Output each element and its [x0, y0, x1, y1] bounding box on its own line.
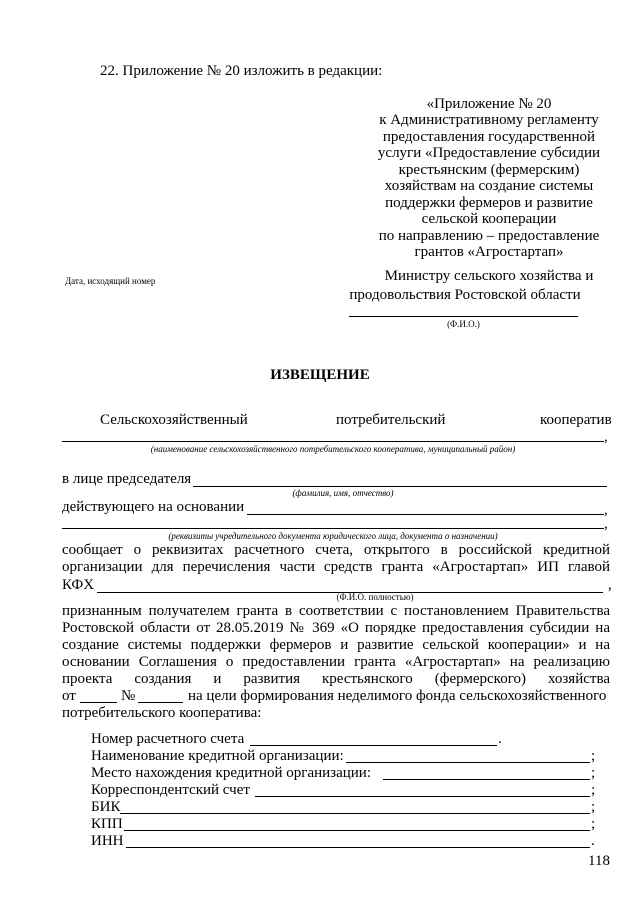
header-line: хозяйствам на создание системы — [384, 178, 594, 194]
para-line: Ростовской области от 28.05.2019 № 369 «О порядке предоставления субсидии на — [62, 620, 610, 636]
comma: , — [604, 429, 608, 445]
header-line: крестьянским (фермерским) — [398, 162, 580, 178]
page-number: 118 — [588, 853, 610, 869]
field-label: ИНН — [91, 833, 124, 849]
coop-name-line[interactable] — [62, 441, 604, 442]
number-field-line[interactable] — [138, 702, 183, 703]
coop-word: потребительский — [336, 412, 446, 428]
fio-caption: (Ф.И.О.) — [447, 319, 480, 329]
header-line: услуги «Предоставление субсидии — [377, 145, 601, 161]
field-label: БИК — [91, 799, 121, 815]
basis-label: действующего на основании — [62, 499, 245, 515]
chair-caption: (фамилия, имя, отчество) — [292, 488, 394, 498]
chair-label: в лице председателя — [62, 471, 192, 487]
field-end: ; — [591, 765, 596, 781]
field-end: ; — [591, 799, 596, 815]
field-end: ; — [591, 782, 596, 798]
comma: , — [604, 502, 608, 518]
field-end: ; — [591, 816, 596, 832]
para-line: признанным получателем гранта в соответствии с постановлением Правительства — [62, 603, 610, 619]
header-line: «Приложение № 20 — [426, 96, 552, 112]
field-label: Место нахождения кредитной организации: — [91, 765, 371, 781]
coop-word: Сельскохозяйственный — [100, 412, 248, 428]
kfh-label: КФХ — [62, 577, 95, 593]
inn-line[interactable] — [126, 847, 590, 848]
header-line: предоставления государственной — [382, 129, 596, 145]
para-line: основании Соглашения о предоставлении гранта «Агростартап» на реализацию — [62, 654, 610, 670]
header-line: грантов «Агростартап» — [414, 244, 564, 260]
bank-address-line[interactable] — [383, 779, 590, 780]
coop-caption: (наименование сельскохозяйственного потребительского кооператива, муниципальный район) — [150, 444, 516, 454]
basis-line-2[interactable] — [62, 528, 604, 529]
bank-name-line[interactable] — [346, 762, 590, 763]
ot-label: от — [62, 688, 76, 704]
header-line: к Административному регламенту — [379, 112, 599, 128]
last-line: потребительского кооператива: — [62, 705, 262, 721]
document-title: ИЗВЕЩЕНИЕ — [270, 367, 370, 383]
account-number-line[interactable] — [250, 745, 497, 746]
body-line: организации для перечисления части средств гранта «Агростартап» ИП главой — [62, 559, 610, 575]
field-label: Корреспондентский счет — [91, 782, 250, 798]
field-end: ; — [591, 748, 596, 764]
kfh-caption: (Ф.И.О. полностью) — [336, 592, 414, 602]
ot-tail: на цели формирования неделимого фонда сельскохозяйственного — [188, 688, 607, 704]
header-line: сельской кооперации — [421, 211, 557, 227]
bik-line[interactable] — [120, 813, 590, 814]
basis-caption: (реквизиты учредительного документа юридического лица, документа о назначении) — [168, 531, 498, 541]
corr-account-line[interactable] — [255, 796, 590, 797]
addressee-line: Министру сельского хозяйства и — [384, 268, 594, 284]
date-field-line[interactable] — [80, 702, 117, 703]
intro-text: 22. Приложение № 20 изложить в редакции: — [100, 63, 383, 79]
addressee-line: продовольствия Ростовской области — [349, 287, 581, 303]
comma: , — [608, 577, 612, 593]
para-line: создание системы поддержки фермеров и развитие сельской кооперации» и на — [62, 637, 610, 653]
body-line: сообщает о реквизитах расчетного счета, открытого в российской кредитной — [62, 542, 610, 558]
chair-name-line[interactable] — [193, 486, 607, 487]
field-end: . — [498, 731, 502, 747]
header-line: по направлению – предоставление — [378, 228, 600, 244]
comma: , — [604, 516, 608, 532]
number-sign: № — [121, 688, 136, 704]
coop-word: кооператив — [540, 412, 612, 428]
date-label: Дата, исходящий номер — [65, 276, 156, 286]
basis-line[interactable] — [247, 514, 604, 515]
kpp-line[interactable] — [124, 830, 590, 831]
fio-line[interactable] — [349, 316, 578, 317]
para-line: проекта создания и развития крестьянского (фермерского) хозяйства — [62, 671, 610, 687]
field-label: КПП — [91, 816, 123, 832]
header-line: поддержки фермеров и развитие — [385, 195, 593, 211]
field-label: Номер расчетного счета — [91, 731, 245, 747]
field-end: . — [591, 833, 595, 849]
field-label: Наименование кредитной организации: — [91, 748, 344, 764]
